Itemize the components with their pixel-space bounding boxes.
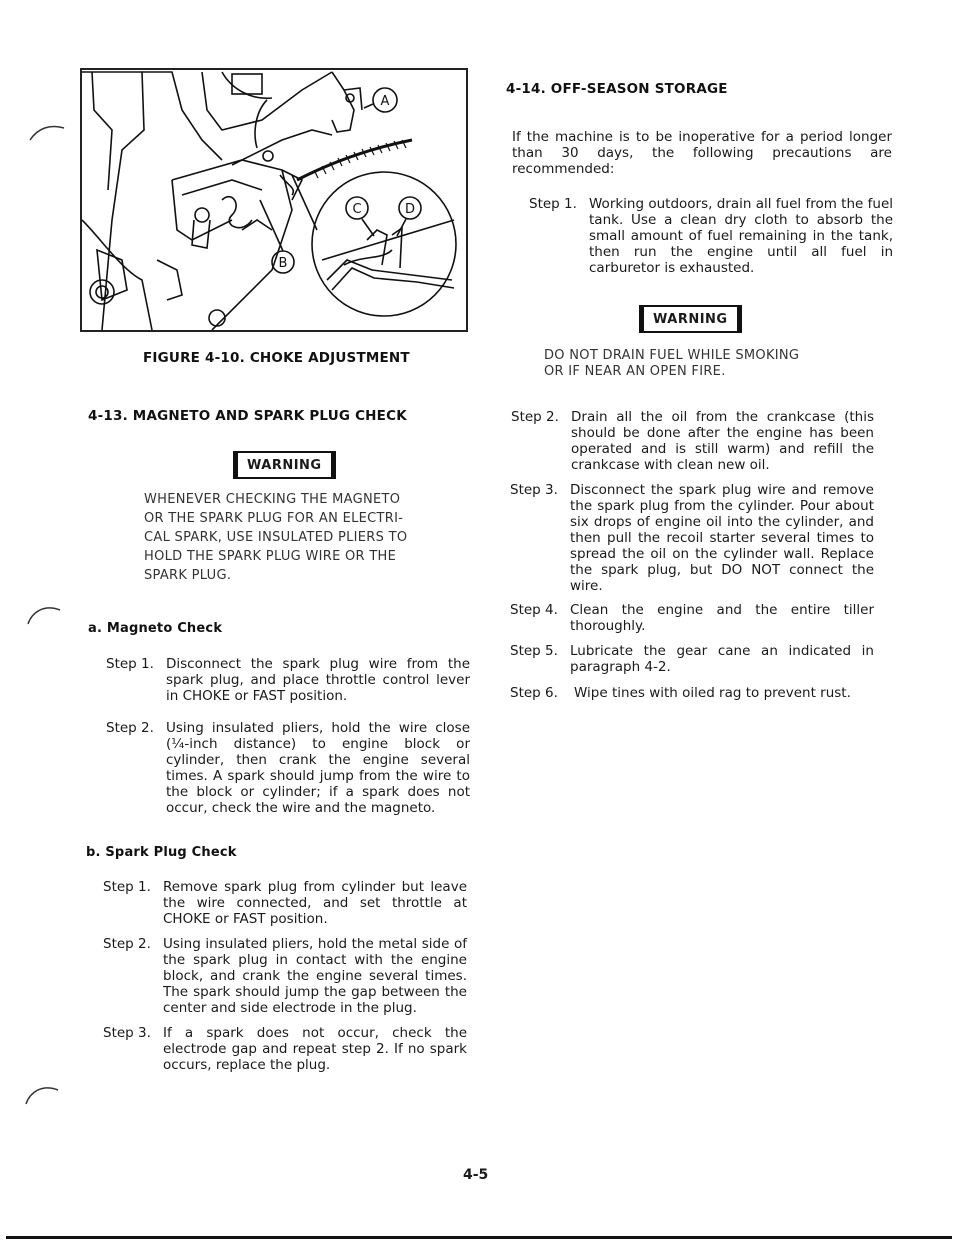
scan-mark: [22, 1078, 62, 1108]
warning-line: OR THE SPARK PLUG FOR AN ELECTRI-: [144, 511, 404, 526]
storage-intro: If the machine is to be inoperative for a period longer than 30 days, the following precautions are recommended:: [512, 129, 892, 177]
bottom-rule: [6, 1236, 952, 1239]
section-heading-storage: 4-14. OFF-SEASON STORAGE: [506, 81, 728, 97]
step-label: Step 1.: [103, 879, 151, 895]
step-text: Wipe tines with oiled rag to prevent rust.: [574, 685, 851, 701]
spark-step-1: [103, 879, 467, 927]
storage-step-6: [510, 685, 874, 701]
section-heading-magneto: 4-13. MAGNETO AND SPARK PLUG CHECK: [88, 408, 407, 424]
scan-mark: [24, 598, 64, 628]
figure-caption: FIGURE 4-10. CHOKE ADJUSTMENT: [143, 350, 410, 366]
magneto-step-1: [106, 656, 470, 704]
step-label: Step 1.: [529, 196, 577, 212]
spark-step-2: [103, 936, 467, 1016]
step-label: Step 2.: [511, 409, 559, 425]
spark-plug-check-heading: b. Spark Plug Check: [86, 845, 237, 860]
step-label: Step 4.: [510, 602, 558, 618]
choke-linkage-illustration: [82, 70, 466, 330]
warning-badge-storage: WARNING: [639, 305, 742, 333]
step-text: Working outdoors, drain all fuel from the fuel tank. Use a clean dry cloth to absorb the small amount of fuel remaining in the tank, then run the engine until all fuel in carburetor is exhausted.: [589, 196, 893, 276]
warning-line: CAL SPARK, USE INSULATED PLIERS TO: [144, 530, 408, 545]
callout-c: C: [352, 202, 362, 217]
warning-text-storage: [544, 348, 884, 380]
step-text: Clean the engine and the entire tiller thoroughly.: [570, 602, 874, 634]
storage-step-2: [511, 409, 874, 473]
step-label: Step 2.: [106, 720, 154, 736]
page-number: 4-5: [463, 1167, 489, 1183]
step-label: Step 3.: [103, 1025, 151, 1041]
step-label: Step 1.: [106, 656, 154, 672]
step-label: Step 2.: [103, 936, 151, 952]
step-text: Using insulated pliers, hold the metal side of the spark plug in contact with the engine block, and crank the engine several times. The spark should jump the gap between the center and side electrode in the plug.: [163, 936, 467, 1016]
step-label: Step 6.: [510, 685, 558, 701]
scan-mark: [28, 120, 68, 144]
warning-line: WHENEVER CHECKING THE MAGNETO: [144, 492, 401, 507]
step-text: Remove spark plug from cylinder but leave the wire connected, and set throttle at CHOKE or FAST position.: [163, 879, 467, 927]
storage-step-5: [510, 643, 874, 675]
step-text: Disconnect the spark plug wire and remove the spark plug from the cylinder. Pour about six drops of engine oil into the cylinder, and then pull the recoil starter several times to spread the oil on the cylinder wall. Replace the spark plug, but DO NOT connect the wire.: [570, 482, 874, 594]
callout-a: A: [380, 94, 390, 109]
magneto-check-heading: a. Magneto Check: [88, 621, 223, 636]
warning-text-magneto: [144, 490, 444, 585]
warning-line: OR IF NEAR AN OPEN FIRE.: [544, 364, 726, 379]
step-text: Drain all the oil from the crankcase (this should be done after the engine has been operated and is still warm) and refill the crankcase with clean new oil.: [571, 409, 874, 473]
step-text: If a spark does not occur, check the electrode gap and repeat step 2. If no spark occurs, replace the plug.: [163, 1025, 467, 1073]
choke-adjustment-figure: [80, 68, 468, 332]
storage-step-1: [529, 196, 893, 276]
step-label: Step 5.: [510, 643, 558, 659]
magneto-step-2: [106, 720, 470, 816]
storage-step-3: [510, 482, 874, 594]
step-text: Using insulated pliers, hold the wire close (¼-inch distance) to engine block or cylinder, then crank the engine several times. A spark should jump from the wire to the block or cylinder; if a spark does not occur, check the wire and the magneto.: [166, 720, 470, 816]
warning-badge-magneto: WARNING: [233, 451, 336, 479]
step-text: Lubricate the gear cane an indicated in paragraph 4-2.: [570, 643, 874, 675]
callout-b: B: [278, 256, 288, 271]
step-label: Step 3.: [510, 482, 558, 498]
step-text: Disconnect the spark plug wire from the spark plug, and place throttle control lever in CHOKE or FAST position.: [166, 656, 470, 704]
warning-line: HOLD THE SPARK PLUG WIRE OR THE: [144, 549, 397, 564]
storage-step-4: [510, 602, 874, 634]
warning-line: SPARK PLUG.: [144, 568, 232, 583]
callout-d: D: [404, 202, 416, 217]
spark-step-3: [103, 1025, 467, 1073]
warning-line: DO NOT DRAIN FUEL WHILE SMOKING: [544, 348, 800, 363]
